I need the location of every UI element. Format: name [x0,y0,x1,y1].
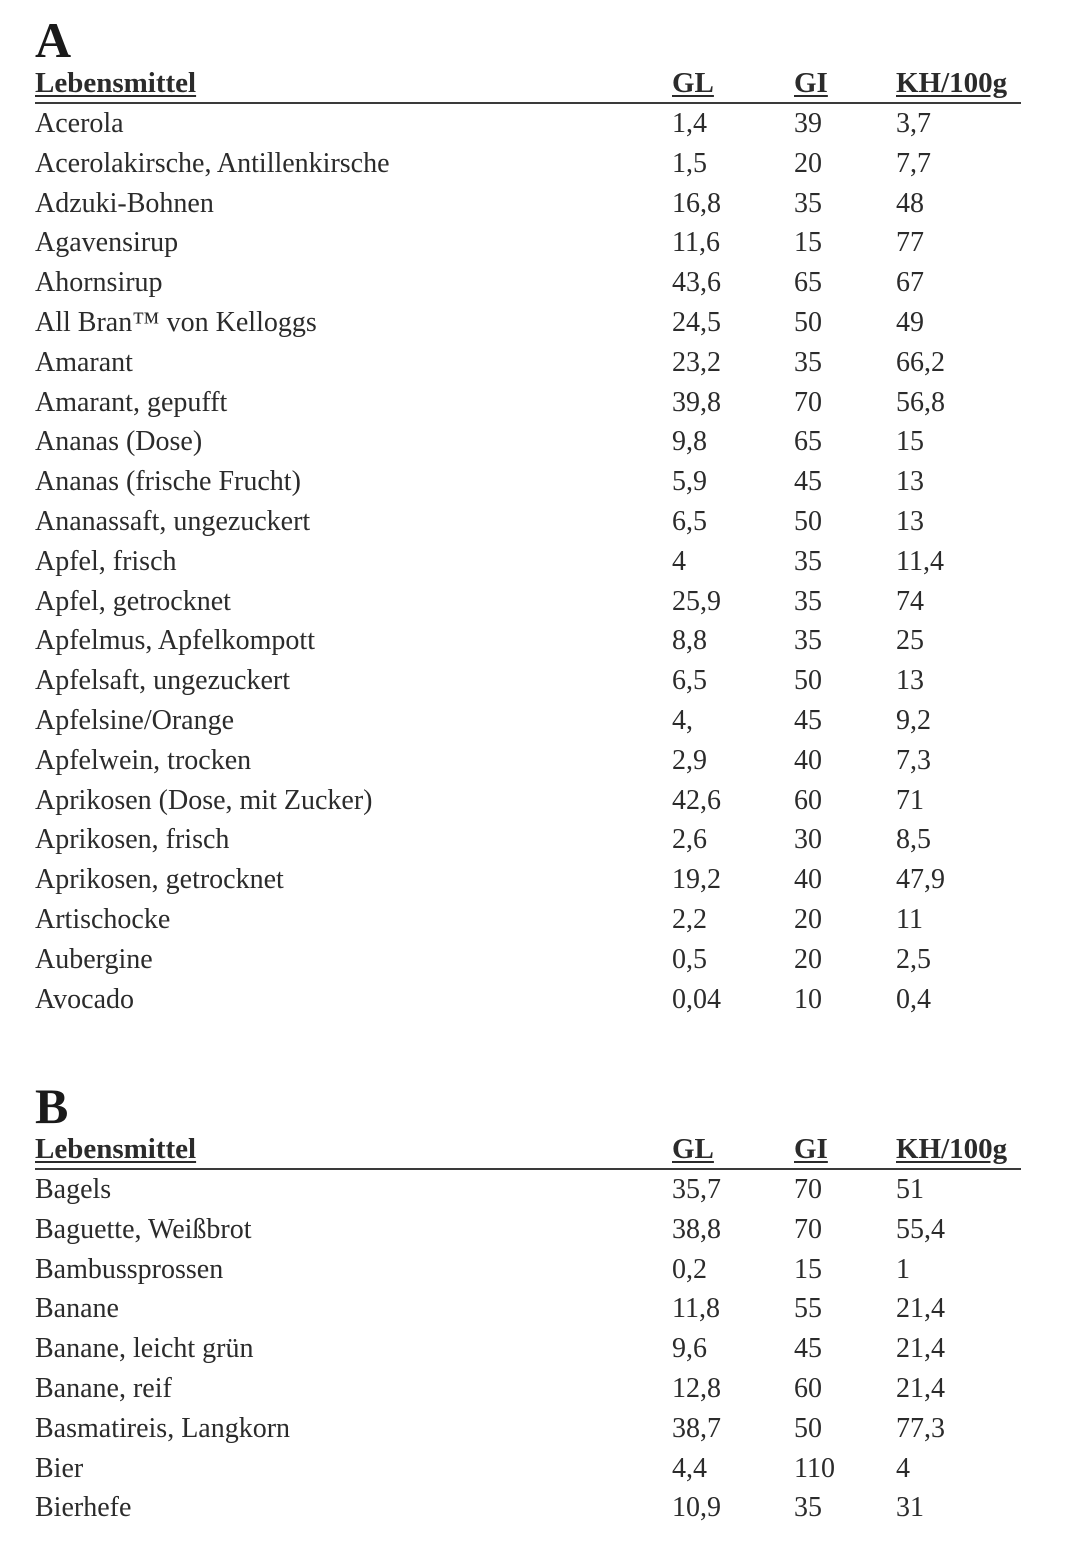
gi-value: 110 [794,1452,835,1484]
gl-value: 38,8 [672,1213,721,1245]
food-name: Aubergine [35,943,153,975]
table-row [35,1409,1025,1449]
table-row [35,1449,1025,1489]
kh-value: 4 [896,1452,910,1484]
section-letter: B [35,1078,69,1134]
gi-value: 65 [794,267,822,299]
food-name: All Bran™ von Kelloggs [35,306,317,338]
gi-value: 35 [794,545,822,577]
table-row [35,104,1025,144]
food-name: Apfelsaft, ungezuckert [35,665,290,697]
table-row [35,582,1025,622]
gl-value: 6,5 [672,665,707,697]
kh-value: 56,8 [896,386,945,418]
table-header [35,1134,1021,1170]
gl-value: 19,2 [672,864,721,896]
gi-value: 60 [794,1372,822,1404]
header-gi: GI [794,1133,828,1165]
gi-value: 35 [794,585,822,617]
food-name: Bambussprossen [35,1253,224,1285]
table-row [35,1329,1025,1369]
gi-value: 70 [794,1213,822,1245]
kh-value: 11 [896,903,923,935]
gi-value: 35 [794,346,822,378]
kh-value: 67 [896,267,924,299]
table-row [35,542,1025,582]
gl-value: 0,2 [672,1253,707,1285]
table-row [35,820,1025,860]
food-name: Banane, leicht grün [35,1333,254,1365]
gl-value: 9,6 [672,1333,707,1365]
table-row [35,1170,1025,1210]
kh-value: 11,4 [896,545,944,577]
gi-value: 60 [794,784,822,816]
kh-value: 21,4 [896,1333,945,1365]
gi-value: 20 [794,147,822,179]
table-row [35,383,1025,423]
kh-value: 55,4 [896,1213,945,1245]
table-row [35,1210,1025,1250]
food-name: Baguette, Weißbrot [35,1213,252,1245]
table-row [35,621,1025,661]
section-letter: A [35,12,72,68]
kh-value: 21,4 [896,1293,945,1325]
gi-value: 10 [794,983,822,1015]
header-kh: KH/100g [896,67,1008,99]
gi-value: 50 [794,1412,822,1444]
food-name: Apfelmus, Apfelkompott [35,625,315,657]
section-b [35,1078,1025,1528]
food-name: Apfel, frisch [35,545,177,577]
gl-value: 25,9 [672,585,721,617]
gi-value: 40 [794,744,822,776]
table-row [35,343,1025,383]
kh-value: 25 [896,625,924,657]
table-row [35,1250,1025,1290]
table-body [35,104,1025,1019]
gi-value: 40 [794,864,822,896]
gl-value: 12,8 [672,1372,721,1404]
gl-value: 2,9 [672,744,707,776]
gl-value: 1,4 [672,108,707,139]
header-gl: GL [672,1133,714,1165]
gi-value: 55 [794,1293,822,1325]
table-row [35,781,1025,821]
table-row [35,144,1025,184]
kh-value: 9,2 [896,704,931,736]
table-row [35,980,1025,1020]
table-row [35,422,1025,462]
section-a [35,12,1025,1019]
food-name: Amarant [35,346,133,378]
gl-value: 11,6 [672,227,720,259]
gi-value: 30 [794,824,822,856]
food-name: Ananas (frische Frucht) [35,466,301,498]
gl-value: 4,4 [672,1452,707,1484]
gl-value: 4, [672,704,693,736]
kh-value: 77 [896,227,924,259]
food-name: Apfel, getrocknet [35,585,231,617]
table-row [35,900,1025,940]
table-row [35,1488,1025,1528]
gi-value: 45 [794,704,822,736]
kh-value: 0,4 [896,983,931,1015]
kh-value: 48 [896,187,924,219]
gi-value: 39 [794,108,822,139]
table-row [35,1369,1025,1409]
kh-value: 49 [896,306,924,338]
kh-value: 13 [896,505,924,537]
food-name: Aprikosen (Dose, mit Zucker) [35,784,373,816]
kh-value: 3,7 [896,108,931,139]
table-row [35,303,1025,343]
food-name: Bierhefe [35,1492,132,1524]
kh-value: 77,3 [896,1412,945,1444]
food-name: Acerolakirsche, Antillenkirsche [35,147,390,179]
food-name: Banane, reif [35,1372,172,1404]
table-row [35,502,1025,542]
gl-value: 1,5 [672,147,707,179]
kh-value: 15 [896,426,924,458]
gl-value: 0,04 [672,983,721,1015]
kh-value: 7,3 [896,744,931,776]
table-header [35,68,1021,104]
food-name: Banane [35,1293,119,1325]
table-row [35,1289,1025,1329]
food-name: Apfelwein, trocken [35,744,252,776]
gi-value: 65 [794,426,822,458]
gl-value: 0,5 [672,943,707,975]
gi-value: 35 [794,187,822,219]
gl-value: 2,2 [672,903,707,935]
gl-value: 24,5 [672,306,721,338]
table-row [35,940,1025,980]
food-name: Avocado [35,983,134,1015]
gi-value: 35 [794,1492,822,1524]
header-lebensmittel: Lebensmittel [35,1133,197,1165]
gl-value: 4 [672,545,686,577]
kh-value: 74 [896,585,924,617]
gl-value: 6,5 [672,505,707,537]
table-row [35,741,1025,781]
gi-value: 15 [794,227,822,259]
gi-value: 70 [794,386,822,418]
kh-value: 47,9 [896,864,945,896]
gi-value: 50 [794,665,822,697]
gl-value: 43,6 [672,267,721,299]
kh-value: 51 [896,1174,924,1205]
gi-value: 70 [794,1174,822,1205]
kh-value: 1 [896,1253,910,1285]
gl-value: 10,9 [672,1492,721,1524]
gl-value: 2,6 [672,824,707,856]
gi-value: 50 [794,505,822,537]
header-kh: KH/100g [896,1133,1008,1165]
header-gi: GI [794,67,828,99]
food-name: Ananas (Dose) [35,426,203,458]
gi-value: 35 [794,625,822,657]
food-name: Amarant, gepufft [35,386,228,418]
gl-value: 16,8 [672,187,721,219]
gi-value: 45 [794,466,822,498]
gl-value: 23,2 [672,346,721,378]
table-row [35,860,1025,900]
food-name: Bagels [35,1174,112,1205]
gl-value: 42,6 [672,784,721,816]
kh-value: 13 [896,665,924,697]
kh-value: 7,7 [896,147,931,179]
food-name: Apfelsine/Orange [35,704,235,736]
gi-value: 50 [794,306,822,338]
gi-value: 15 [794,1253,822,1285]
kh-value: 71 [896,784,924,816]
food-name: Artischocke [35,903,171,935]
kh-value: 8,5 [896,824,931,856]
gl-value: 8,8 [672,625,707,657]
header-gl: GL [672,67,714,99]
food-name: Aprikosen, getrocknet [35,864,284,896]
kh-value: 13 [896,466,924,498]
table-row [35,184,1025,224]
gi-value: 20 [794,943,822,975]
table-row [35,661,1025,701]
gi-value: 45 [794,1333,822,1365]
gl-value: 5,9 [672,466,707,498]
table-row [35,223,1025,263]
gl-value: 9,8 [672,426,707,458]
kh-value: 21,4 [896,1372,945,1404]
gl-value: 39,8 [672,386,721,418]
food-name: Ahornsirup [35,267,163,299]
table-body [35,1170,1025,1528]
gi-value: 20 [794,903,822,935]
food-name: Agavensirup [35,227,179,259]
food-name: Aprikosen, frisch [35,824,230,856]
table-row [35,263,1025,303]
gl-value: 38,7 [672,1412,721,1444]
food-name: Bier [35,1452,84,1484]
table-row [35,462,1025,502]
table-row [35,701,1025,741]
food-name: Ananassaft, ungezuckert [35,505,311,537]
header-lebensmittel: Lebensmittel [35,67,197,99]
food-name: Basmatireis, Langkorn [35,1412,291,1444]
kh-value: 31 [896,1492,924,1524]
food-name: Adzuki-Bohnen [35,187,214,219]
gl-value: 11,8 [672,1293,720,1325]
kh-value: 66,2 [896,346,945,378]
gl-value: 35,7 [672,1174,721,1205]
food-name: Acerola [35,108,124,139]
kh-value: 2,5 [896,943,931,975]
